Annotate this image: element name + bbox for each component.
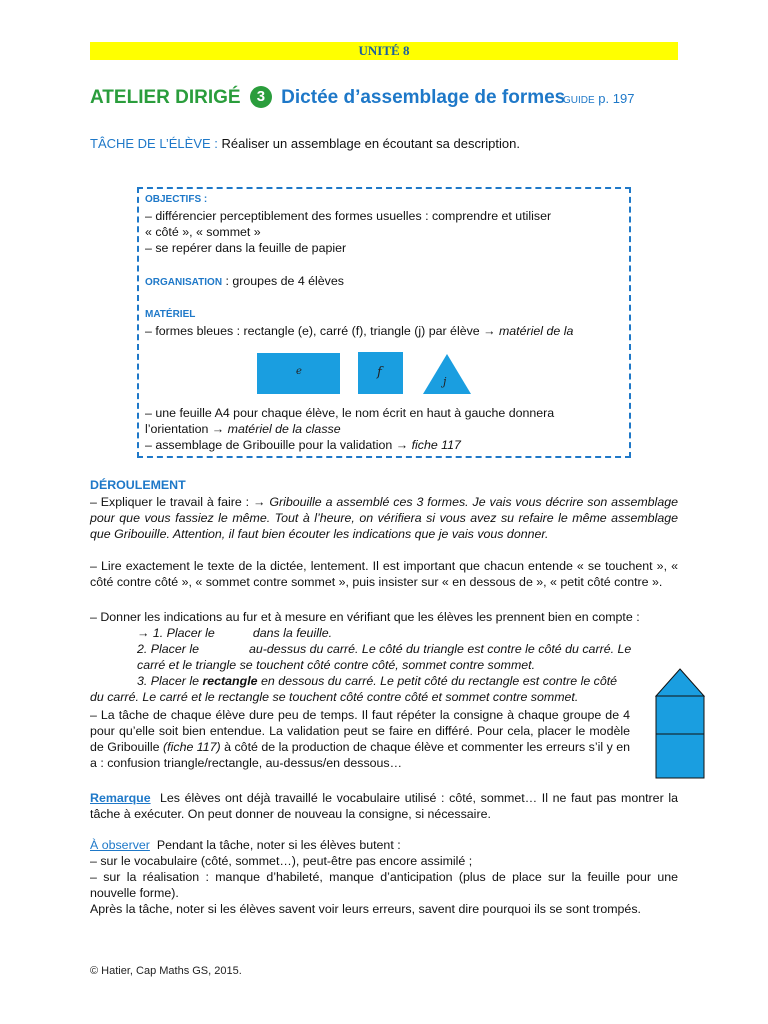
step-2 <box>137 641 678 673</box>
remarque-text: Les élèves ont déjà travaillé le vocabulaire utilisé : côté, sommet… Il ne faut pas montrer la tâche à exécuter. On peut donner de nouveau la consigne, si nécessaire. <box>90 791 678 821</box>
step-2-start: 2. Placer le <box>137 642 199 656</box>
deroulement-p4-fiche: (fiche 117) <box>163 740 221 754</box>
materiel-line-5-italic: fiche 117 <box>411 438 461 452</box>
materiel-line-5: – assemblage de Gribouille pour la validation → <box>145 438 412 452</box>
materiel-line-1-italic: matériel de la <box>498 324 574 338</box>
deroulement-p4 <box>90 707 630 771</box>
step-3-start: 3. Placer le <box>137 674 203 688</box>
step-3-line-2: du carré. Le carré et le rectangle se touchent côté contre côté et sommet contre sommet. <box>90 690 579 704</box>
guide-reference <box>563 91 634 106</box>
observer-text: Pendant la tâche, noter si les élèves butent : <box>156 838 401 852</box>
rectangle-letter: e <box>296 366 302 377</box>
materiel-line-1: – formes bleues : rectangle (e), carré (f), triangle (j) par élève → <box>145 324 499 338</box>
copyright-footer: © Hatier, Cap Maths GS, 2015. <box>90 965 242 977</box>
title-subtitle: Dictée d’assemblage de formes <box>281 87 566 108</box>
materiel-line-4-italic: matériel de la classe <box>227 422 341 436</box>
blue-square-shape <box>358 352 403 394</box>
step-1-end: dans la feuille. <box>252 626 333 640</box>
task-text: Réaliser un assemblage en écoutant sa description. <box>221 136 520 151</box>
step-3-end: en dessous du carré. Le petit côté du rectangle est contre le côté <box>257 674 618 688</box>
organisation-text: : groupes de 4 élèves <box>222 274 344 288</box>
step-1 <box>137 625 332 641</box>
deroulement-p1-quote: Gribouille a assemblé ces 3 formes. Je vais vous décrire son assemblage pour que vous fassiez le même. Tout à l’heure, on vérifiera si vous avez su refaire le même assemblage que Gribouille. Attention, il faut bien écouter les indications que je vais vous donner. <box>90 495 678 541</box>
deroulement-p1 <box>90 494 678 542</box>
task-label: TÂCHE DE L’ÉLÈVE : <box>90 136 218 151</box>
deroulement-p4-text: – La tâche de chaque élève dure peu de temps. Il faut répéter la consigne à chaque groupe de 4 pour qu’elle soit bien entendue. La validation peut se faire en différé. Pour cela, placer le modèle de Gribouille <box>90 708 630 754</box>
remarque-paragraph <box>90 790 678 822</box>
guide-page: p. 197 <box>598 91 635 106</box>
task-line <box>90 136 520 151</box>
deroulement-p4-end: à côté de la production de chaque élève et commenter les erreurs s’il y en a : confusion triangle/rectangle, au-dessus/en dessous… <box>90 740 630 770</box>
step-2-line-2: carré et le triangle se touchent côté contre côté, sommet contre sommet. <box>137 658 536 672</box>
materiel-continued <box>145 405 620 453</box>
blue-rectangle-shape <box>257 353 340 394</box>
organisation-label: ORGANISATION <box>145 277 223 288</box>
blue-triangle-shape <box>422 353 472 395</box>
step-1-start: → 1. Placer le <box>137 626 215 640</box>
guide-word: GUIDE <box>563 95 595 106</box>
triangle-letter: j <box>443 375 447 388</box>
deroulement-heading: DÉROULEMENT <box>90 478 186 492</box>
objectif-line-1: – différencier perceptiblement des formes usuelles : comprendre et utiliser <box>145 209 552 223</box>
objectif-line-2: « côté », « sommet » <box>145 225 261 239</box>
objectif-line-3: – se repérer dans la feuille de papier <box>145 241 347 255</box>
materiel-line-4: l’orientation → <box>145 422 228 436</box>
step-2-end: au-dessus du carré. Le côté du triangle est contre le côté du carré. Le <box>248 642 632 656</box>
observer-label: À observer <box>90 838 150 852</box>
observer-line-3: Après la tâche, noter si les élèves savent voir leurs erreurs, savent dire pourquoi ils se sont trompés. <box>90 902 641 916</box>
step-3-rectangle: rectangle <box>202 674 258 688</box>
deroulement-p3: – Donner les indications au fur et à mesure en vérifiant que les élèves les prennent bien en compte : <box>90 610 640 624</box>
materiel-line-3: – une feuille A4 pour chaque élève, le nom écrit en haut à gauche donnera <box>145 406 555 420</box>
observer-section <box>90 837 678 917</box>
observer-line-2: – sur la réalisation : manque d’habileté, manque d’anticipation (plus de place sur la feuille pour une nouvelle forme). <box>90 870 678 900</box>
atelier-number-badge: 3 <box>250 86 272 108</box>
deroulement-p1-intro: – Expliquer le travail à faire : → <box>90 495 270 509</box>
remarque-label: Remarque <box>90 791 151 805</box>
objectifs-label: OBJECTIFS : <box>145 194 208 205</box>
step-3 <box>137 673 617 689</box>
gribouille-assembly-figure <box>653 668 707 780</box>
observer-line-1: – sur le vocabulaire (côté, sommet…), peut-être pas encore assimilé ; <box>90 854 473 868</box>
title-main: ATELIER DIRIGÉ <box>90 87 241 108</box>
square-letter: f <box>377 365 382 380</box>
deroulement-p2: – Lire exactement le texte de la dictée, lentement. Il est important que chacun entende « se touchent », « côté contre côté », « sommet contre sommet », puis insister sur « en dessous de », « petit côté contre ». <box>90 559 678 589</box>
materiel-label: MATÉRIEL <box>145 309 196 320</box>
unit-banner <box>90 42 678 60</box>
page-title <box>90 86 565 109</box>
objectives-box-content <box>145 192 620 339</box>
unit-label: UNITÉ 8 <box>358 43 410 58</box>
